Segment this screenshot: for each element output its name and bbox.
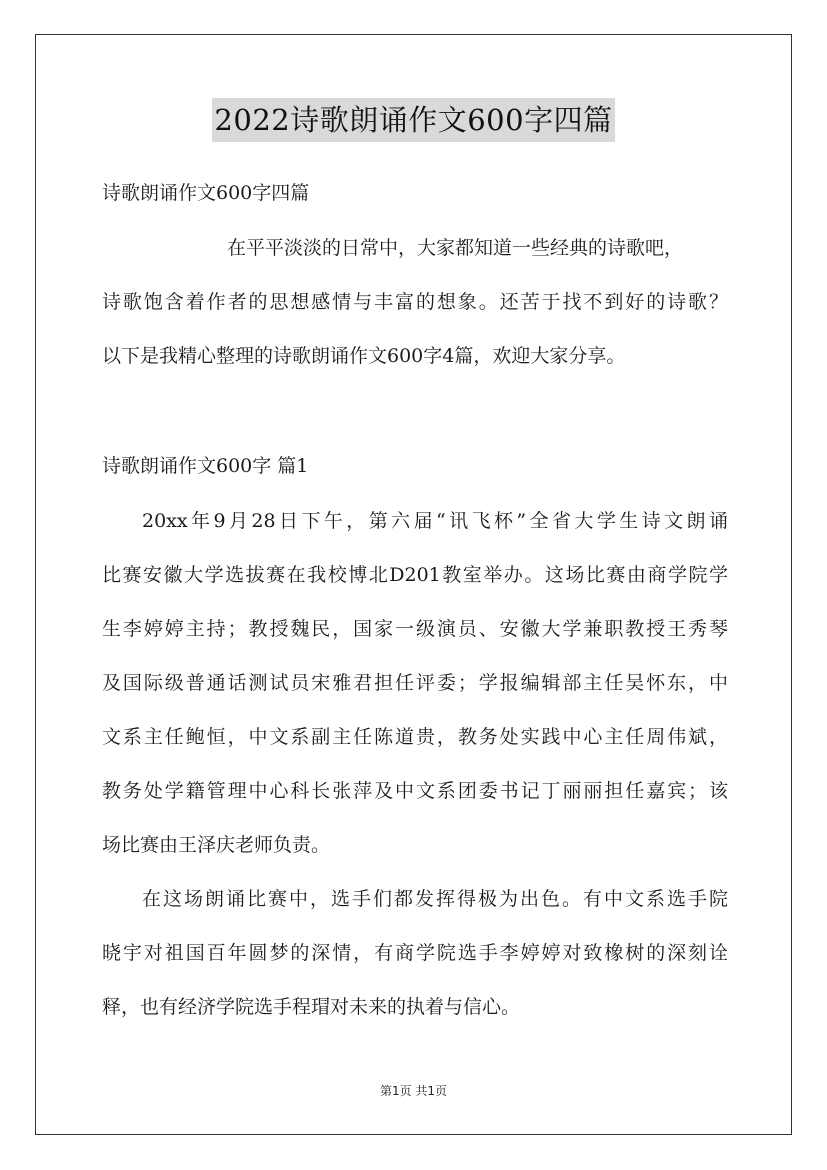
section-heading: 诗歌朗诵作文600字 篇1 <box>102 455 309 477</box>
paragraph1-line-1: 20xx年9月28日下午，第六届“讯飞杯”全省大学生诗文朗诵 <box>142 510 728 532</box>
paragraph2-line-1: 在这场朗诵比赛中，选手们都发挥得极为出色。有中文系选手院 <box>142 888 728 910</box>
paragraph1-line-4: 及国际级普通话测试员宋雅君担任评委；学报编辑部主任吴怀东，中 <box>102 672 728 694</box>
intro-line-2: 诗歌饱含着作者的思想感情与丰富的想象。还苦于找不到好的诗歌？ <box>102 291 728 313</box>
paragraph2-line-2: 晓宇对祖国百年圆梦的深情，有商学院选手李婷婷对致橡树的深刻诠 <box>102 942 728 964</box>
paragraph1-line-3: 生李婷婷主持；教授魏民，国家一级演员、安徽大学兼职教授王秀琴 <box>102 618 728 640</box>
page-indicator: 第1页 共1页 <box>379 1084 448 1098</box>
paragraph1-line-6: 教务处学籍管理中心科长张萍及中文系团委书记丁丽丽担任嘉宾；该 <box>102 780 728 802</box>
intro-line-1: 在平平淡淡的日常中，大家都知道一些经典的诗歌吧， <box>227 237 684 259</box>
title-container <box>0 98 827 142</box>
document-title: 2022诗歌朗诵作文600字四篇 <box>212 98 614 142</box>
intro-line-3: 以下是我精心整理的诗歌朗诵作文600字4篇，欢迎大家分享。 <box>102 345 626 367</box>
paragraph2-line-3: 释，也有经济学院选手程瑁对未来的执着与信心。 <box>102 996 521 1018</box>
paragraph1-line-5: 文系主任鲍恒，中文系副主任陈道贵，教务处实践中心主任周伟斌， <box>102 726 728 748</box>
paragraph1-line-7: 场比赛由王泽庆老师负责。 <box>102 834 331 856</box>
document-subtitle: 诗歌朗诵作文600字四篇 <box>102 182 310 204</box>
paragraph1-line-2: 比赛安徽大学选拔赛在我校博北D201教室举办。这场比赛由商学院学 <box>102 564 728 586</box>
